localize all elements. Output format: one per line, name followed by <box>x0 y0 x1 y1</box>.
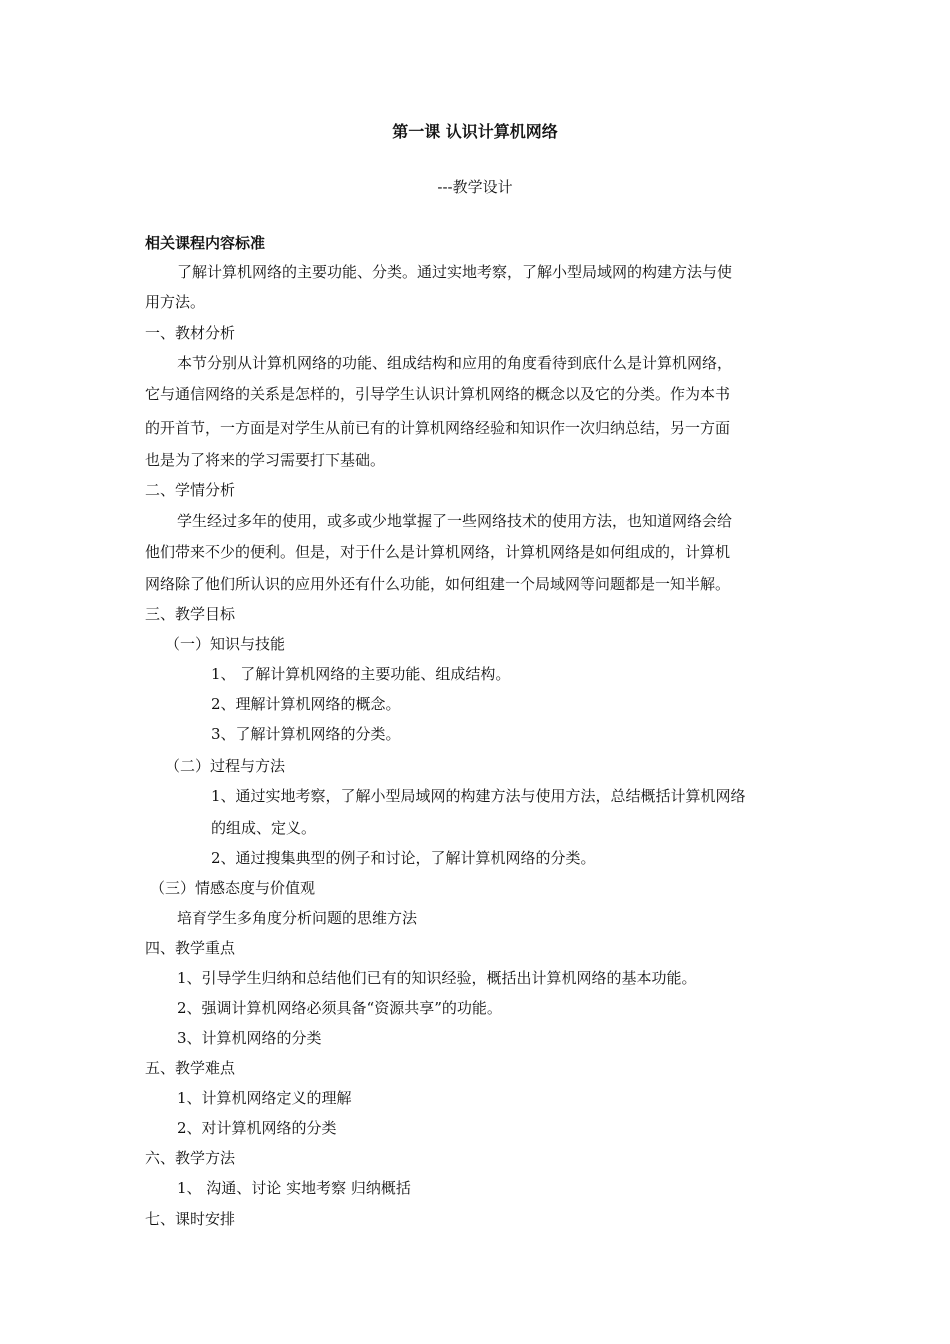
list-item-continuation: 的组成、定义。 <box>211 819 317 837</box>
paragraph-line: 它与通信网络的关系是怎样的，引导学生认识计算机网络的概念以及它的分类。作为本书 <box>145 385 731 403</box>
section-heading-teaching-difficulty: 五、教学难点 <box>145 1059 236 1077</box>
paragraph-line: 本节分别从计算机网络的功能、组成结构和应用的角度看待到底什么是计算机网络， <box>177 354 733 372</box>
paragraph-line: 也是为了将来的学习需要打下基础。 <box>145 451 386 469</box>
list-item: 2、理解计算机网络的概念。 <box>211 695 401 713</box>
section-heading-textbook-analysis: 一、教材分析 <box>145 324 236 342</box>
document-subtitle: ---教学设计 <box>437 178 513 196</box>
subsection-heading: （三）情感态度与价值观 <box>150 879 316 897</box>
paragraph-line: 学生经过多年的使用，或多或少地掌握了一些网络技术的使用方法，也知道网络会给 <box>177 512 733 530</box>
document-title: 第一课 认识计算机网络 <box>392 122 558 141</box>
list-item: 2、强调计算机网络必须具备“资源共享”的功能。 <box>177 999 502 1017</box>
section-heading-teaching-objectives: 三、教学目标 <box>145 605 236 623</box>
list-item: 1、 了解计算机网络的主要功能、组成结构。 <box>211 665 511 683</box>
paragraph-line: 他们带来不少的便利。但是，对于什么是计算机网络，计算机网络是如何组成的，计算机 <box>145 543 731 561</box>
list-item: 2、通过搜集典型的例子和讨论，了解计算机网络的分类。 <box>211 849 596 867</box>
standard-text-line: 用方法。 <box>145 293 206 311</box>
standard-heading: 相关课程内容标准 <box>145 234 266 252</box>
subsection-heading: （一）知识与技能 <box>165 635 286 653</box>
section-heading-teaching-focus: 四、教学重点 <box>145 939 236 957</box>
paragraph-line: 培育学生多角度分析问题的思维方法 <box>177 909 418 927</box>
paragraph-line: 网络除了他们所认识的应用外还有什么功能，如何组建一个局域网等问题都是一知半解。 <box>145 575 731 593</box>
list-item: 1、引导学生归纳和总结他们已有的知识经验，概括出计算机网络的基本功能。 <box>177 969 697 987</box>
paragraph-line: 的开首节，一方面是对学生从前已有的计算机网络经验和知识作一次归纳总结，另一方面 <box>145 419 731 437</box>
list-item: 2、对计算机网络的分类 <box>177 1119 337 1137</box>
list-item: 1、计算机网络定义的理解 <box>177 1089 352 1107</box>
section-heading-student-analysis: 二、学情分析 <box>145 481 236 499</box>
section-heading-teaching-method: 六、教学方法 <box>145 1149 236 1167</box>
list-item: 3、了解计算机网络的分类。 <box>211 725 401 743</box>
list-item: 1、通过实地考察，了解小型局域网的构建方法与使用方法，总结概括计算机网络 <box>211 787 746 805</box>
section-heading-class-hours: 七、课时安排 <box>145 1210 236 1228</box>
standard-text-line: 了解计算机网络的主要功能、分类。通过实地考察，了解小型局域网的构建方法与使 <box>177 263 733 281</box>
list-item: 1、 沟通、讨论 实地考察 归纳概括 <box>177 1179 411 1197</box>
subsection-heading: （二）过程与方法 <box>165 757 286 775</box>
list-item: 3、计算机网络的分类 <box>177 1029 322 1047</box>
